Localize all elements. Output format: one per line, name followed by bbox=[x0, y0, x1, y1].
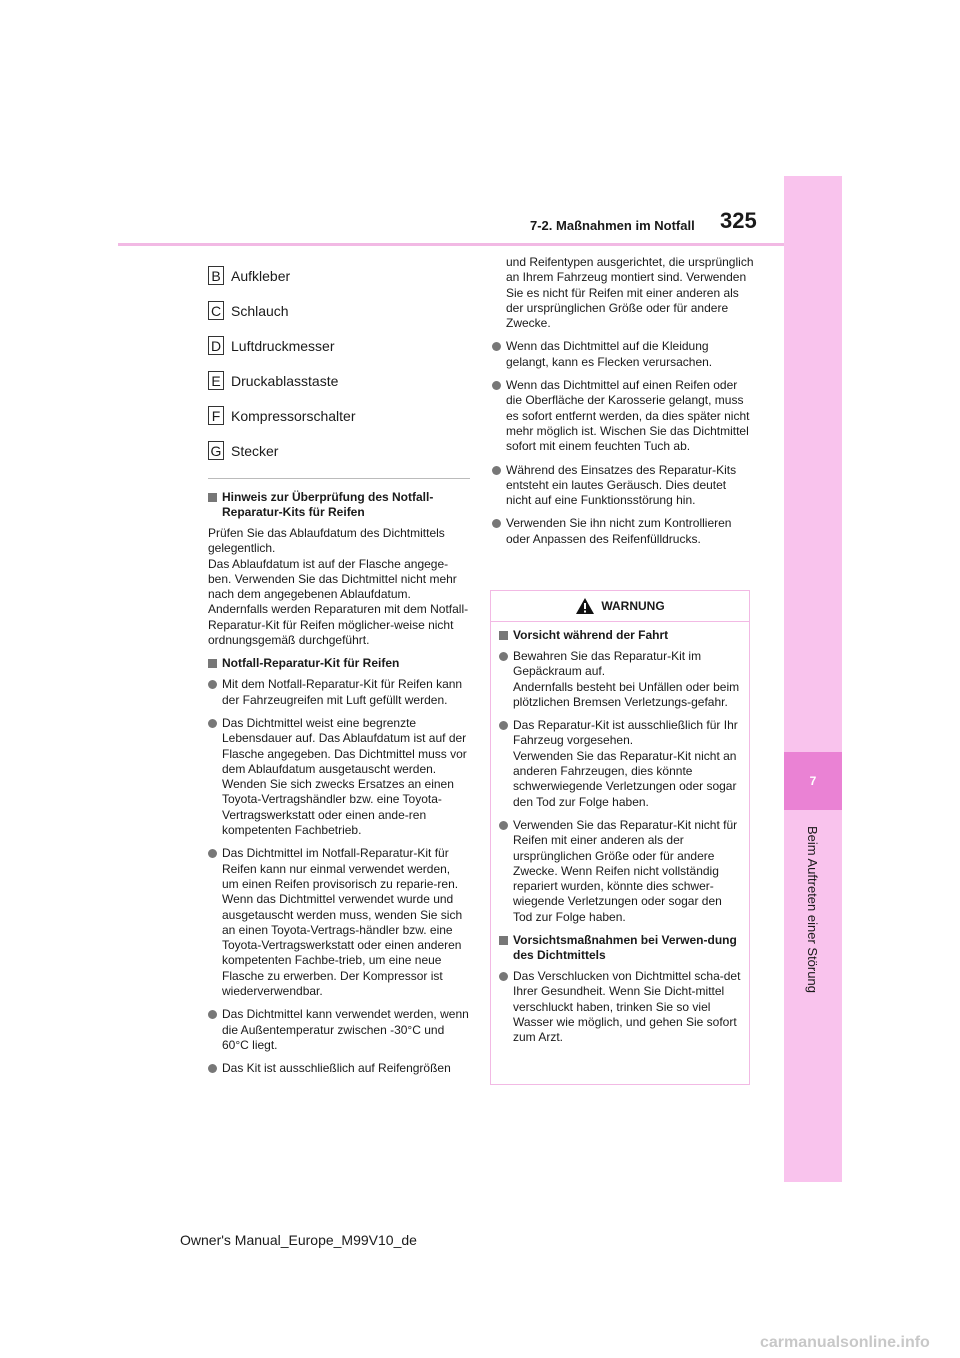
legend-letter-box: D bbox=[208, 336, 224, 355]
circle-bullet-icon bbox=[492, 466, 501, 475]
chapter-side-tab bbox=[784, 176, 842, 1182]
warning-content bbox=[491, 622, 749, 1046]
square-bullet-icon bbox=[208, 493, 217, 502]
bullet-text: Verwenden Sie ihn nicht zum Kontrollieren oder Anpassen des Reifenfülldrucks. bbox=[506, 516, 732, 546]
legend-item bbox=[208, 398, 470, 433]
circle-bullet-icon bbox=[499, 821, 508, 830]
circle-bullet-icon bbox=[492, 519, 501, 528]
bullet-item bbox=[492, 516, 754, 547]
bullet-text: Verwenden Sie das Reparatur-Kit nicht für Reifen mit einer anderen als der ursprünglichen Größe oder für andere Zwecke. Wenn Reifen nicht vollständig repariert wurden, könnte dies schwer-wiegende Verletzungen oder sogar den Tod zur Folge haben. bbox=[513, 817, 738, 924]
legend-item bbox=[208, 293, 470, 328]
circle-bullet-icon bbox=[208, 849, 217, 858]
bullet-text: Andernfalls besteht bei Unfällen oder beim plötzlichen Bremsen Verletzungs-gefahr. bbox=[513, 679, 740, 709]
circle-bullet-icon bbox=[208, 1064, 217, 1073]
bullet-text: Das Kit ist ausschließlich auf Reifengrößen bbox=[222, 1061, 451, 1076]
bullet-text: Bewahren Sie das Reparatur-Kit im Gepäckraum auf. bbox=[513, 649, 702, 679]
left-column bbox=[208, 258, 470, 1085]
legend-label: Kompressorschalter bbox=[231, 407, 356, 424]
square-bullet-icon bbox=[499, 631, 508, 640]
circle-bullet-icon bbox=[499, 972, 508, 981]
legend-label: Schlauch bbox=[231, 302, 289, 319]
warning-bullet bbox=[499, 969, 741, 1045]
paragraph-line: Prüfen Sie das Ablaufdatum des Dichtmittels gelegentlich. bbox=[208, 526, 445, 556]
legend-letter-box: B bbox=[208, 266, 224, 285]
warning-box bbox=[490, 590, 750, 1085]
bullet-text: Verwenden Sie das Reparatur-Kit nicht an anderen Fahrzeugen, dies könnte schwerwiegende Verletzungen oder sogar den Tod zur Folge haben. bbox=[513, 748, 737, 809]
circle-bullet-icon bbox=[208, 1010, 217, 1019]
warning-bullet bbox=[499, 718, 741, 810]
chapter-number: 7 bbox=[784, 752, 842, 810]
bullet-item bbox=[208, 1061, 470, 1076]
legend-label: Stecker bbox=[231, 442, 279, 459]
parts-legend bbox=[208, 258, 470, 468]
bullet-item bbox=[208, 846, 470, 999]
warning-heading-text: Vorsichtsmaßnahmen bei Verwen-dung des Dichtmittels bbox=[513, 933, 737, 963]
bullet-item bbox=[208, 1007, 470, 1053]
bullet-text: Das Reparatur-Kit ist ausschließlich für Ihr Fahrzeug vorgesehen. bbox=[513, 718, 738, 748]
bullet-item bbox=[492, 378, 754, 454]
legend-item bbox=[208, 258, 470, 293]
circle-bullet-icon bbox=[492, 342, 501, 351]
warning-header bbox=[491, 591, 749, 622]
warning-heading-text: Vorsicht während der Fahrt bbox=[513, 628, 669, 642]
section-heading bbox=[208, 656, 470, 671]
bullet-item bbox=[208, 677, 470, 708]
bullet-text: Wenn das Dichtmittel auf einen Reifen oder die Oberfläche der Karosserie gelangt, muss es sofort entfernt werden, da dies später nicht mehr möglich ist. Wischen Sie das Dichtmittel sofort mit einem feuchten Tuch ab. bbox=[506, 378, 750, 454]
warning-bullet bbox=[499, 649, 741, 710]
warning-triangle-icon bbox=[575, 597, 595, 615]
section-heading-text: Hinweis zur Überprüfung des Notfall-Reparatur-Kits für Reifen bbox=[222, 490, 434, 519]
warning-heading bbox=[499, 628, 741, 643]
bullet-list bbox=[492, 339, 754, 547]
bullet-item bbox=[208, 716, 470, 838]
section-title: 7-2. Maßnahmen im Notfall bbox=[530, 218, 695, 233]
legend-label: Aufkleber bbox=[231, 267, 291, 284]
continued-paragraph: und Reifentypen ausgerichtet, die ursprünglich an Ihrem Fahrzeug montiert sind. Verwenden Sie es nicht für Reifen mit einer anderen als der ursprünglichen Größe oder für andere Zwecke. bbox=[506, 255, 754, 331]
circle-bullet-icon bbox=[492, 381, 501, 390]
header-rule bbox=[118, 243, 784, 246]
legend-letter-box: G bbox=[208, 441, 224, 460]
paragraph-line: Das Ablaufdatum ist auf der Flasche angege-ben. Verwenden Sie das Dichtmittel nicht mehr nach dem angegebenen Ablaufdatum. Andernfalls werden Reparaturen mit dem Notfall-Reparatur-Kit für Reifen möglicher-weise nicht ordnungsgemäß durchgeführt. bbox=[208, 556, 469, 648]
legend-letter-box: F bbox=[208, 406, 224, 425]
square-bullet-icon bbox=[499, 936, 508, 945]
legend-letter-box: E bbox=[208, 371, 224, 390]
bullet-list bbox=[208, 677, 470, 1076]
circle-bullet-icon bbox=[499, 652, 508, 661]
bullet-item bbox=[492, 339, 754, 370]
legend-label: Druckablasstaste bbox=[231, 372, 339, 389]
warning-title: WARNUNG bbox=[601, 599, 665, 613]
chapter-title: Beim Auftreten einer Störung bbox=[805, 826, 820, 993]
circle-bullet-icon bbox=[208, 680, 217, 689]
bullet-text: Das Dichtmittel weist eine begrenzte Lebensdauer auf. Das Ablaufdatum ist auf der Flasche angegeben. Das Dichtmittel muss vor dem Ablaufdatum ausgetauscht werden. Wenden Sie sich zwecks Ersatzes an einen Toyota-Vertragshändler bzw. eine Toyota-Vertragswerkstatt oder einen ande-ren kompetenten Fachbetrieb. bbox=[222, 715, 467, 838]
column-divider bbox=[208, 478, 470, 479]
bullet-item bbox=[492, 463, 754, 509]
right-column bbox=[492, 255, 754, 555]
warning-heading bbox=[499, 933, 741, 963]
body-paragraph bbox=[208, 526, 470, 648]
legend-label: Luftdruckmesser bbox=[231, 337, 335, 354]
circle-bullet-icon bbox=[499, 721, 508, 730]
footer-manual-id: Owner's Manual_Europe_M99V10_de bbox=[180, 1232, 417, 1248]
legend-item bbox=[208, 363, 470, 398]
square-bullet-icon bbox=[208, 659, 217, 668]
legend-item bbox=[208, 328, 470, 363]
warning-bullet bbox=[499, 818, 741, 925]
legend-letter-box: C bbox=[208, 301, 224, 320]
bullet-text: Das Dichtmittel kann verwendet werden, wenn die Außentemperatur zwischen -30°C und 60°C liegt. bbox=[222, 1007, 469, 1052]
section-heading bbox=[208, 490, 470, 520]
bullet-text: Das Verschlucken von Dichtmittel scha-det Ihrer Gesundheit. Wenn Sie Dicht-mittel verschluckt haben, trinken Sie so viel Wasser wie möglich, und gehen Sie sofort zum Arzt. bbox=[513, 969, 741, 1045]
bullet-text: Während des Einsatzes des Reparatur-Kits entsteht ein lautes Geräusch. Dies deutet nicht auf eine Funktionsstörung hin. bbox=[506, 462, 737, 508]
section-heading-text: Notfall-Reparatur-Kit für Reifen bbox=[222, 656, 400, 671]
bullet-text: Wenn das Dichtmittel auf die Kleidung gelangt, kann es Flecken verursachen. bbox=[506, 339, 713, 369]
circle-bullet-icon bbox=[208, 719, 217, 728]
legend-item bbox=[208, 433, 470, 468]
page-number: 325 bbox=[720, 208, 757, 233]
watermark: carmanualsonline.info bbox=[760, 1334, 930, 1351]
bullet-text: Das Dichtmittel im Notfall-Reparatur-Kit für Reifen kann nur einmal verwendet werden, um einen Reifen provisorisch zu reparie-ren. Wenn das Dichtmittel verwendet wurde und ausgetauscht werden muss, wenden Sie sich an einen Toyota-Vertrags-händler bzw. eine Toyota-Vertragswerkstatt oder einen anderen kompetenten Fachbe-trieb, um eine neue Flasche zu erwerben. Der Kompressor ist wiederverwendbar. bbox=[222, 846, 463, 999]
bullet-text: Mit dem Notfall-Reparatur-Kit für Reifen kann der Fahrzeugreifen mit Luft gefüllt werden. bbox=[222, 677, 463, 707]
